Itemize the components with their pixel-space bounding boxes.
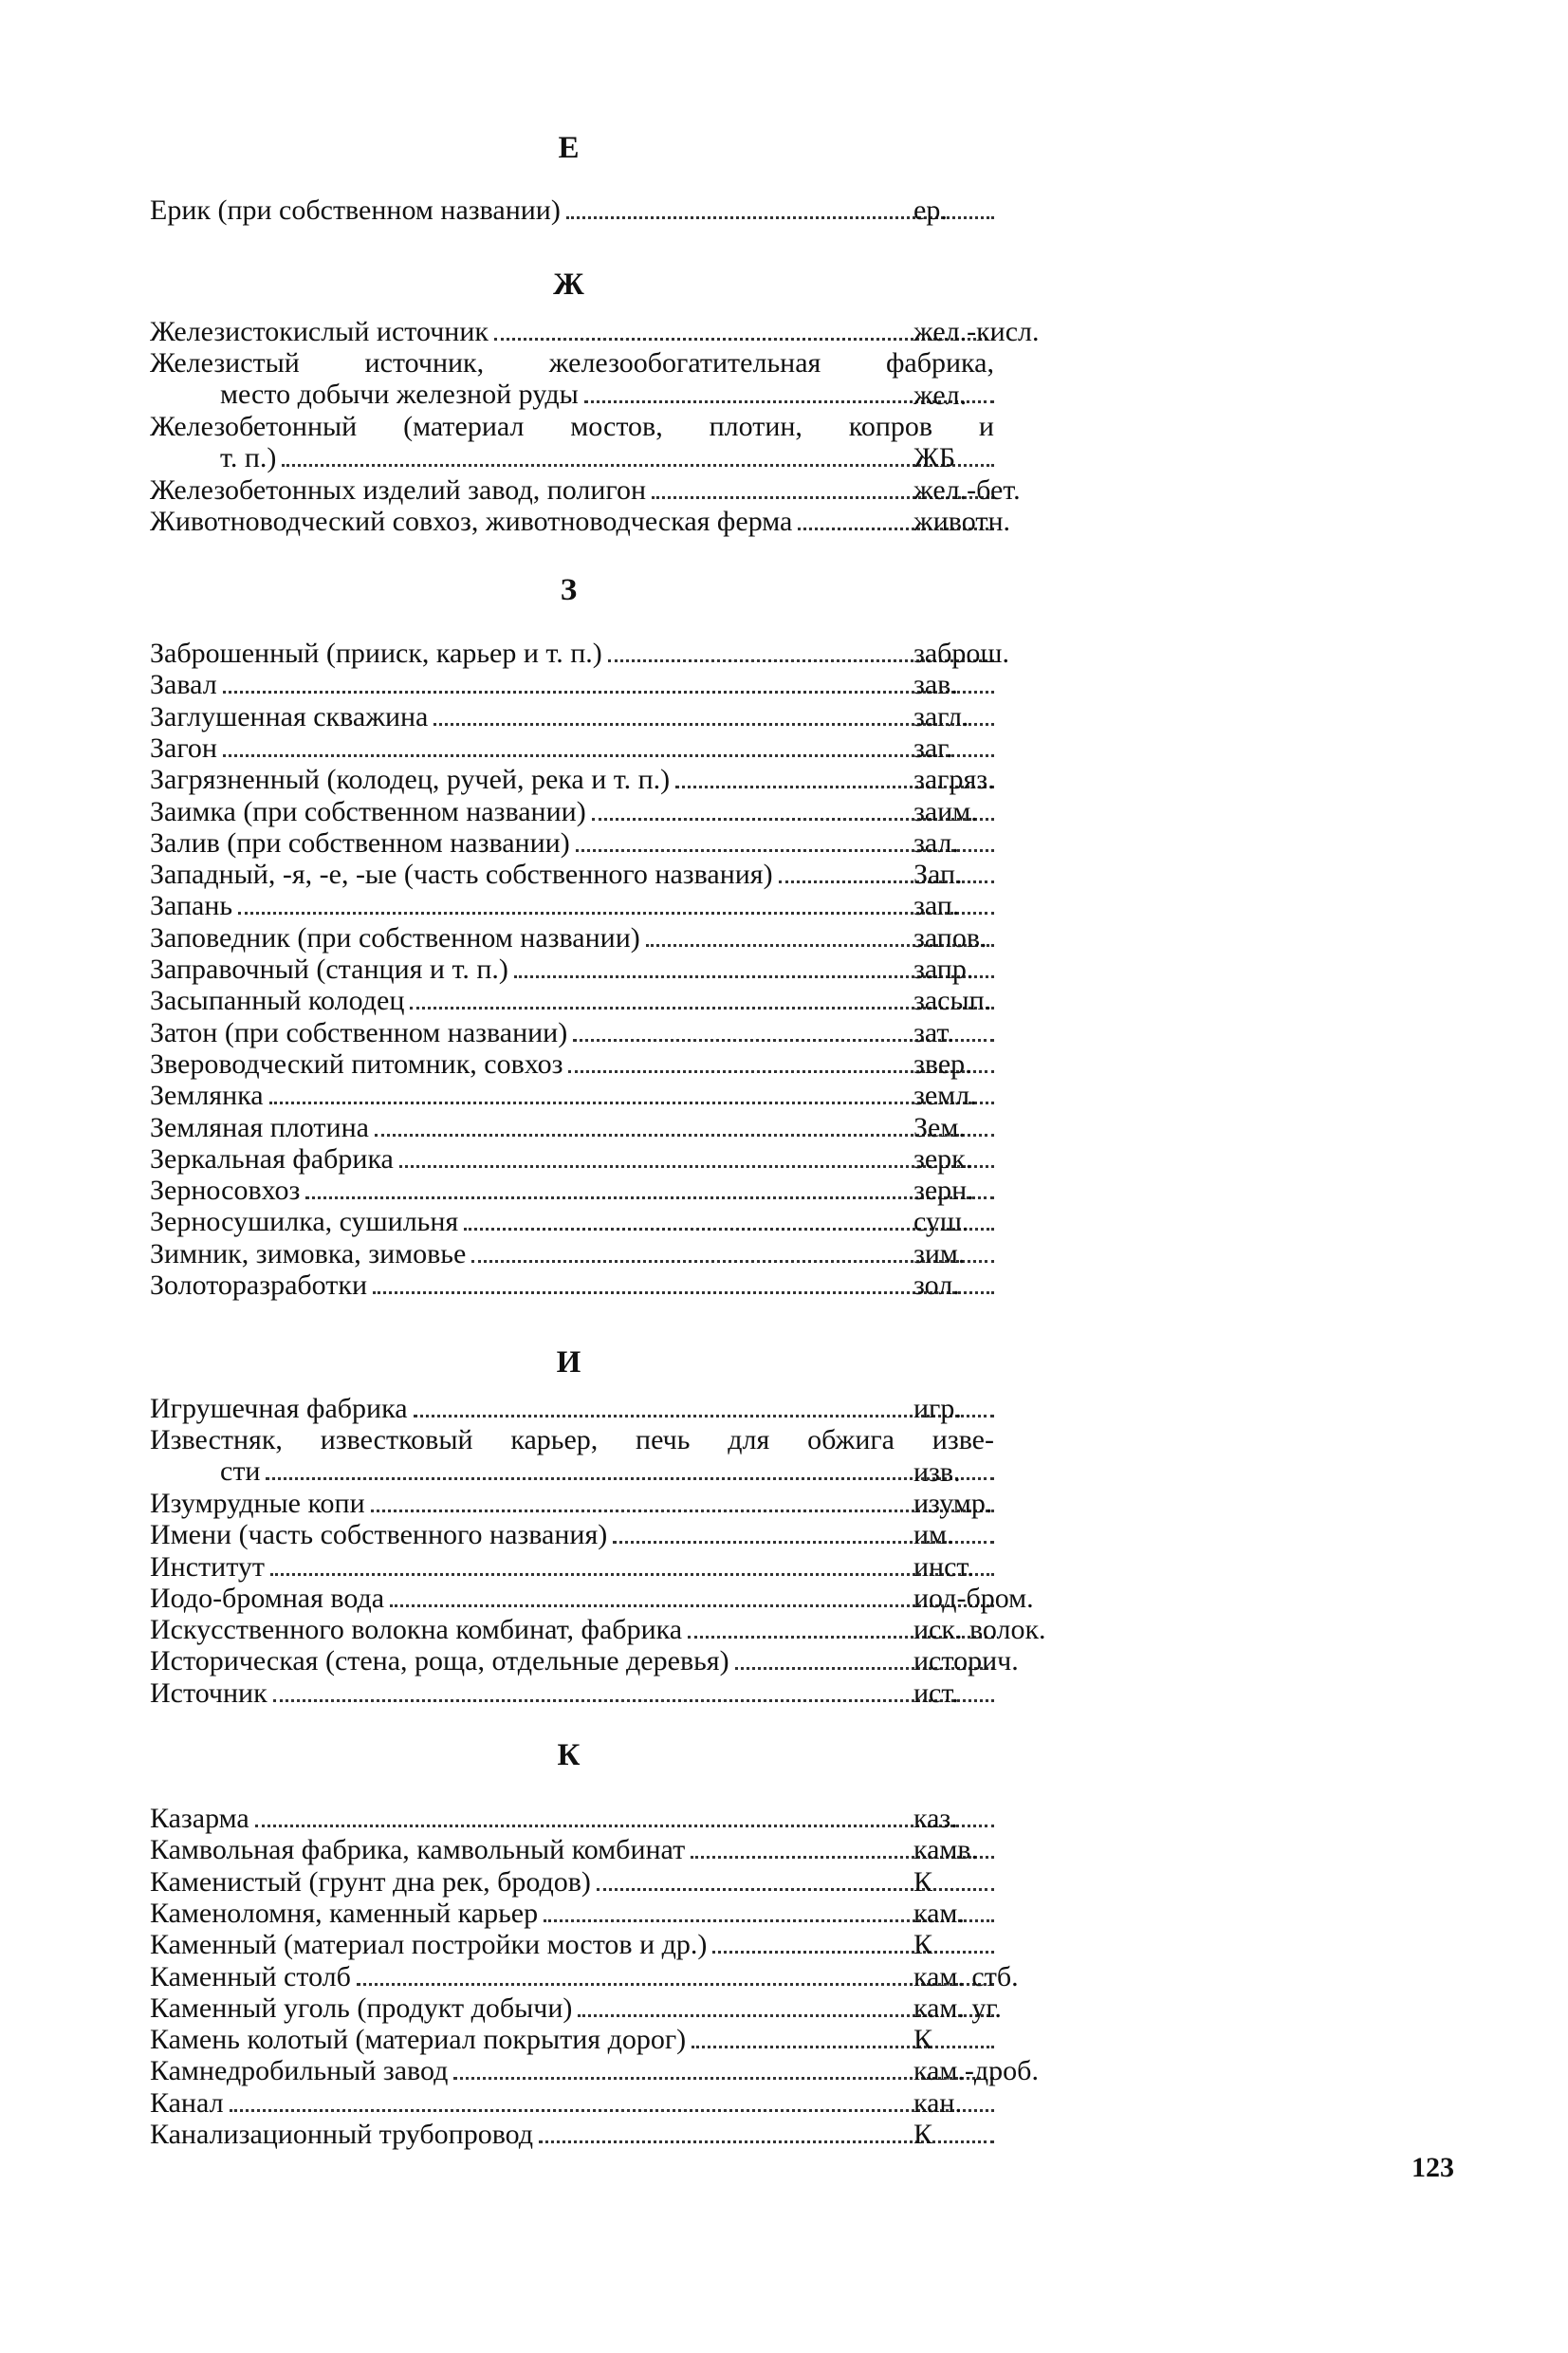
entry-abbreviation: историч. [913,1645,1019,1677]
entry-term: Казарма [150,1803,249,1834]
entry-term: Зерносовхоз [150,1175,301,1207]
entry-abbreviation: инст. [913,1550,974,1583]
entry-term: Каменоломня, каменный карьер [150,1897,539,1929]
dictionary-entry [150,985,1193,1016]
entry-abbreviation: загряз. [913,764,995,796]
dot-leader [230,2109,994,2112]
dictionary-entry [150,1961,1193,1992]
entry-abbreviation: К [913,1865,933,1898]
entry-term-line: Железобетонный (материал мостов, плотин, копров и [150,410,994,442]
dictionary-entry [150,732,1193,764]
entry-term: Искусственного волокна комбинат, фабрика [150,1614,683,1646]
dot-leader [371,1510,994,1512]
entry-term: Камнедробильный завод [150,2055,449,2087]
entry-term: Имени (часть собственного названия) [150,1519,608,1551]
dot-leader [597,1888,994,1891]
entry-abbreviation: им. [913,1519,954,1551]
entry-abbreviation: зим. [913,1237,966,1269]
entry-abbreviation: зерн. [913,1175,974,1207]
dictionary-entry [150,1238,1193,1269]
entry-term: Западный, -я, -е, -ые (часть собственного названия) [150,859,773,891]
dot-leader [390,1604,994,1607]
entry-abbreviation: земл. [913,1080,977,1112]
entry-abbreviation: изв. [913,1455,961,1488]
dot-leader [223,754,994,757]
dictionary-entry [150,764,1193,795]
entry-term: Зеркальная фабрика [150,1142,394,1175]
dictionary-entry [150,1866,1193,1898]
entry-term: Историческая (стена, роща, отдельные деревья) [150,1645,729,1677]
entry-term: Затон (при собственном названии) [150,1016,568,1048]
entry-term-line: Известняк, известковый карьер, печь для обжига изве- [150,1424,994,1456]
entry-term: Завал [150,669,217,701]
dot-leader [414,1415,994,1417]
dictionary-entry [150,1803,1193,1834]
entry-abbreviation: Зем. [913,1111,966,1143]
dictionary-entry [150,1175,1193,1206]
entry-abbreviation: зерк. [913,1142,973,1175]
dictionary-entry [150,1488,1193,1519]
entry-abbreviation: загл. [913,700,969,732]
dictionary-entry [150,1424,1193,1487]
entry-term: Заповедник (при собственном названии) [150,921,640,954]
section-letter: З [560,573,579,607]
dictionary-entry [150,1992,1193,2024]
entry-term: Загрязненный (колодец, ручей, река и т. п.) [150,764,671,796]
dictionary-entry [150,2087,1193,2119]
entry-term: Каменный (материал постройки мостов и др.) [150,1929,708,1961]
dot-leader [375,1134,994,1137]
entry-term: Каменистый (грунт дна рек, бродов) [150,1865,591,1898]
entry-term: Железобетонных изделий завод, полигон [150,473,647,506]
entry-term: Заимка (при собственном названии) [150,795,586,827]
dictionary-entry [150,474,1193,506]
entry-term: Звероводческий питомник, совхоз [150,1047,563,1080]
dictionary-entry [150,1677,1193,1709]
entry-abbreviation: запр. [913,954,974,985]
entry-term: Заброшенный (прииск, карьер и т. п.) [150,638,602,669]
dictionary-entry [150,195,1193,226]
dot-leader [434,723,994,726]
dot-leader [712,1951,994,1954]
entry-abbreviation: суш. [913,1206,969,1238]
entry-term: Институт [150,1550,266,1583]
dictionary-entry [150,506,1193,537]
dictionary-entry [150,1112,1193,1143]
entry-abbreviation: К [913,2024,933,2056]
dot-leader [223,691,994,694]
entry-abbreviation: иск. волок. [913,1614,1046,1646]
dictionary-entry [150,1898,1193,1929]
dictionary-entry [150,669,1193,700]
dictionary-entry [150,1080,1193,1111]
dictionary-entry [150,2119,1193,2150]
entry-term: Железистокислый источник [150,316,489,347]
dictionary-entry [150,1583,1193,1614]
dictionary-entry [150,859,1193,890]
entry-abbreviation: запов. [913,921,987,954]
dictionary-entry [150,1551,1193,1583]
entry-term: Каменный столб [150,1960,351,1992]
entry-term: Зерносушилка, сушильня [150,1206,459,1238]
entry-term: Заправочный (станция и т. п.) [150,954,508,985]
entry-term: место добычи железной руды [220,379,579,411]
dot-leader [255,1825,994,1827]
entry-term: Источник [150,1677,267,1709]
entry-term: Земляная плотина [150,1111,369,1143]
dictionary-entry [150,347,1193,410]
dictionary-entry [150,1143,1193,1175]
entry-abbreviation: кам. [913,1897,965,1929]
entry-abbreviation: зап. [913,890,960,922]
dictionary-entry [150,796,1193,827]
entry-abbreviation: ер. [913,195,948,226]
dot-leader [266,1477,994,1480]
entry-abbreviation: зол. [913,1269,960,1301]
dictionary-entry [150,1834,1193,1865]
dot-leader [410,1007,994,1010]
entry-term: Запань [150,890,233,922]
entry-abbreviation: изумр. [913,1487,993,1519]
entry-abbreviation: засып. [913,985,992,1017]
entry-term: Камень колотый (материал покрытия дорог) [150,2024,687,2056]
entry-term: Золоторазработки [150,1269,368,1301]
dot-leader [269,1102,994,1104]
entry-term: Землянка [150,1080,264,1112]
dictionary-entry [150,701,1193,732]
dictionary-entry [150,2024,1193,2055]
entry-abbreviation: кам.-дроб. [913,2055,1039,2087]
entry-abbreviation: заг. [913,732,953,764]
entry-term: Заглушенная скважина [150,700,429,732]
section-letter: Ж [553,268,585,302]
section-letter: К [557,1738,581,1772]
dictionary-entry [150,411,1193,473]
entry-term: Загон [150,732,217,764]
dot-leader [373,1291,994,1294]
entry-abbreviation: заим. [913,795,978,827]
entry-abbreviation: кам. стб. [913,1960,1019,1992]
entry-term: Игрушечная фабрика [150,1393,408,1424]
entry-term: сти [220,1455,261,1488]
entry-abbreviation: зат. [913,1016,954,1048]
dictionary-entry [150,1645,1193,1677]
entry-abbreviation: ЖБ [913,442,956,474]
entry-abbreviation: К [913,1929,933,1961]
entry-abbreviation: зав. [913,669,958,701]
dictionary-entry [150,1206,1193,1237]
entry-abbreviation: животн. [913,505,1011,537]
entry-abbreviation: жел.-бет. [913,473,1021,506]
dictionary-entry [150,922,1193,954]
entry-term: Ерик (при собственном названии) [150,195,561,226]
entry-abbreviation: кам. уг. [913,1992,1002,2024]
entry-abbreviation: жел.-кисл. [913,316,1040,347]
entry-term: т. п.) [220,441,277,473]
dot-leader [357,1983,994,1986]
dot-leader [305,1196,994,1199]
entry-abbreviation: камв. [913,1834,979,1866]
dot-leader [238,912,994,915]
entry-term: Изумрудные копи [150,1487,365,1519]
entry-abbreviation: ист. [913,1677,959,1709]
section-letter: Е [558,131,581,165]
entry-abbreviation: зал. [913,826,959,859]
entry-abbreviation: жел. [913,379,968,411]
entry-abbreviation: кан. [913,2086,962,2119]
entry-term: Канализационный трубопровод [150,2119,534,2150]
page-number: 123 [1411,2152,1454,2183]
entry-abbreviation: иод-бром. [913,1582,1034,1614]
dictionary-entry [150,1017,1193,1048]
entry-term: Иодо-бромная вода [150,1582,385,1614]
entry-abbreviation: К [913,2119,933,2150]
entry-term: Каменный уголь (продукт добычи) [150,1992,573,2024]
dot-leader [399,1165,994,1168]
dot-leader [282,464,994,467]
section-letter: И [556,1345,582,1380]
entry-abbreviation: Зап. [913,859,963,891]
dot-leader [692,2046,994,2048]
dictionary-entry [150,638,1193,669]
entry-abbreviation: заброш. [913,638,1010,669]
dictionary-entry [150,1269,1193,1301]
dictionary-entry [150,827,1193,859]
entry-term: Камвольная фабрика, камвольный комбинат [150,1834,686,1866]
entry-abbreviation: игр. [913,1393,962,1424]
entry-term: Канал [150,2086,224,2119]
dot-leader [273,1699,994,1702]
entry-term: Засыпанный колодец [150,985,405,1017]
entry-term: Зимник, зимовка, зимовье [150,1237,467,1269]
entry-term-line: Железистый источник, железообогатительная фабрика, [150,347,994,380]
entry-term: Залив (при собственном названии) [150,826,570,859]
dictionary-entry [150,954,1193,985]
dictionary-entry [150,1519,1193,1550]
entry-term: Животноводческий совхоз, животноводческая ферма [150,505,793,537]
dictionary-entry [150,890,1193,921]
entry-abbreviation: звер. [913,1047,972,1080]
dictionary-entry [150,1048,1193,1080]
entry-abbreviation: каз. [913,1803,958,1834]
dot-leader [270,1573,994,1576]
dictionary-entry [150,1929,1193,1960]
dictionary-entry [150,1393,1193,1424]
